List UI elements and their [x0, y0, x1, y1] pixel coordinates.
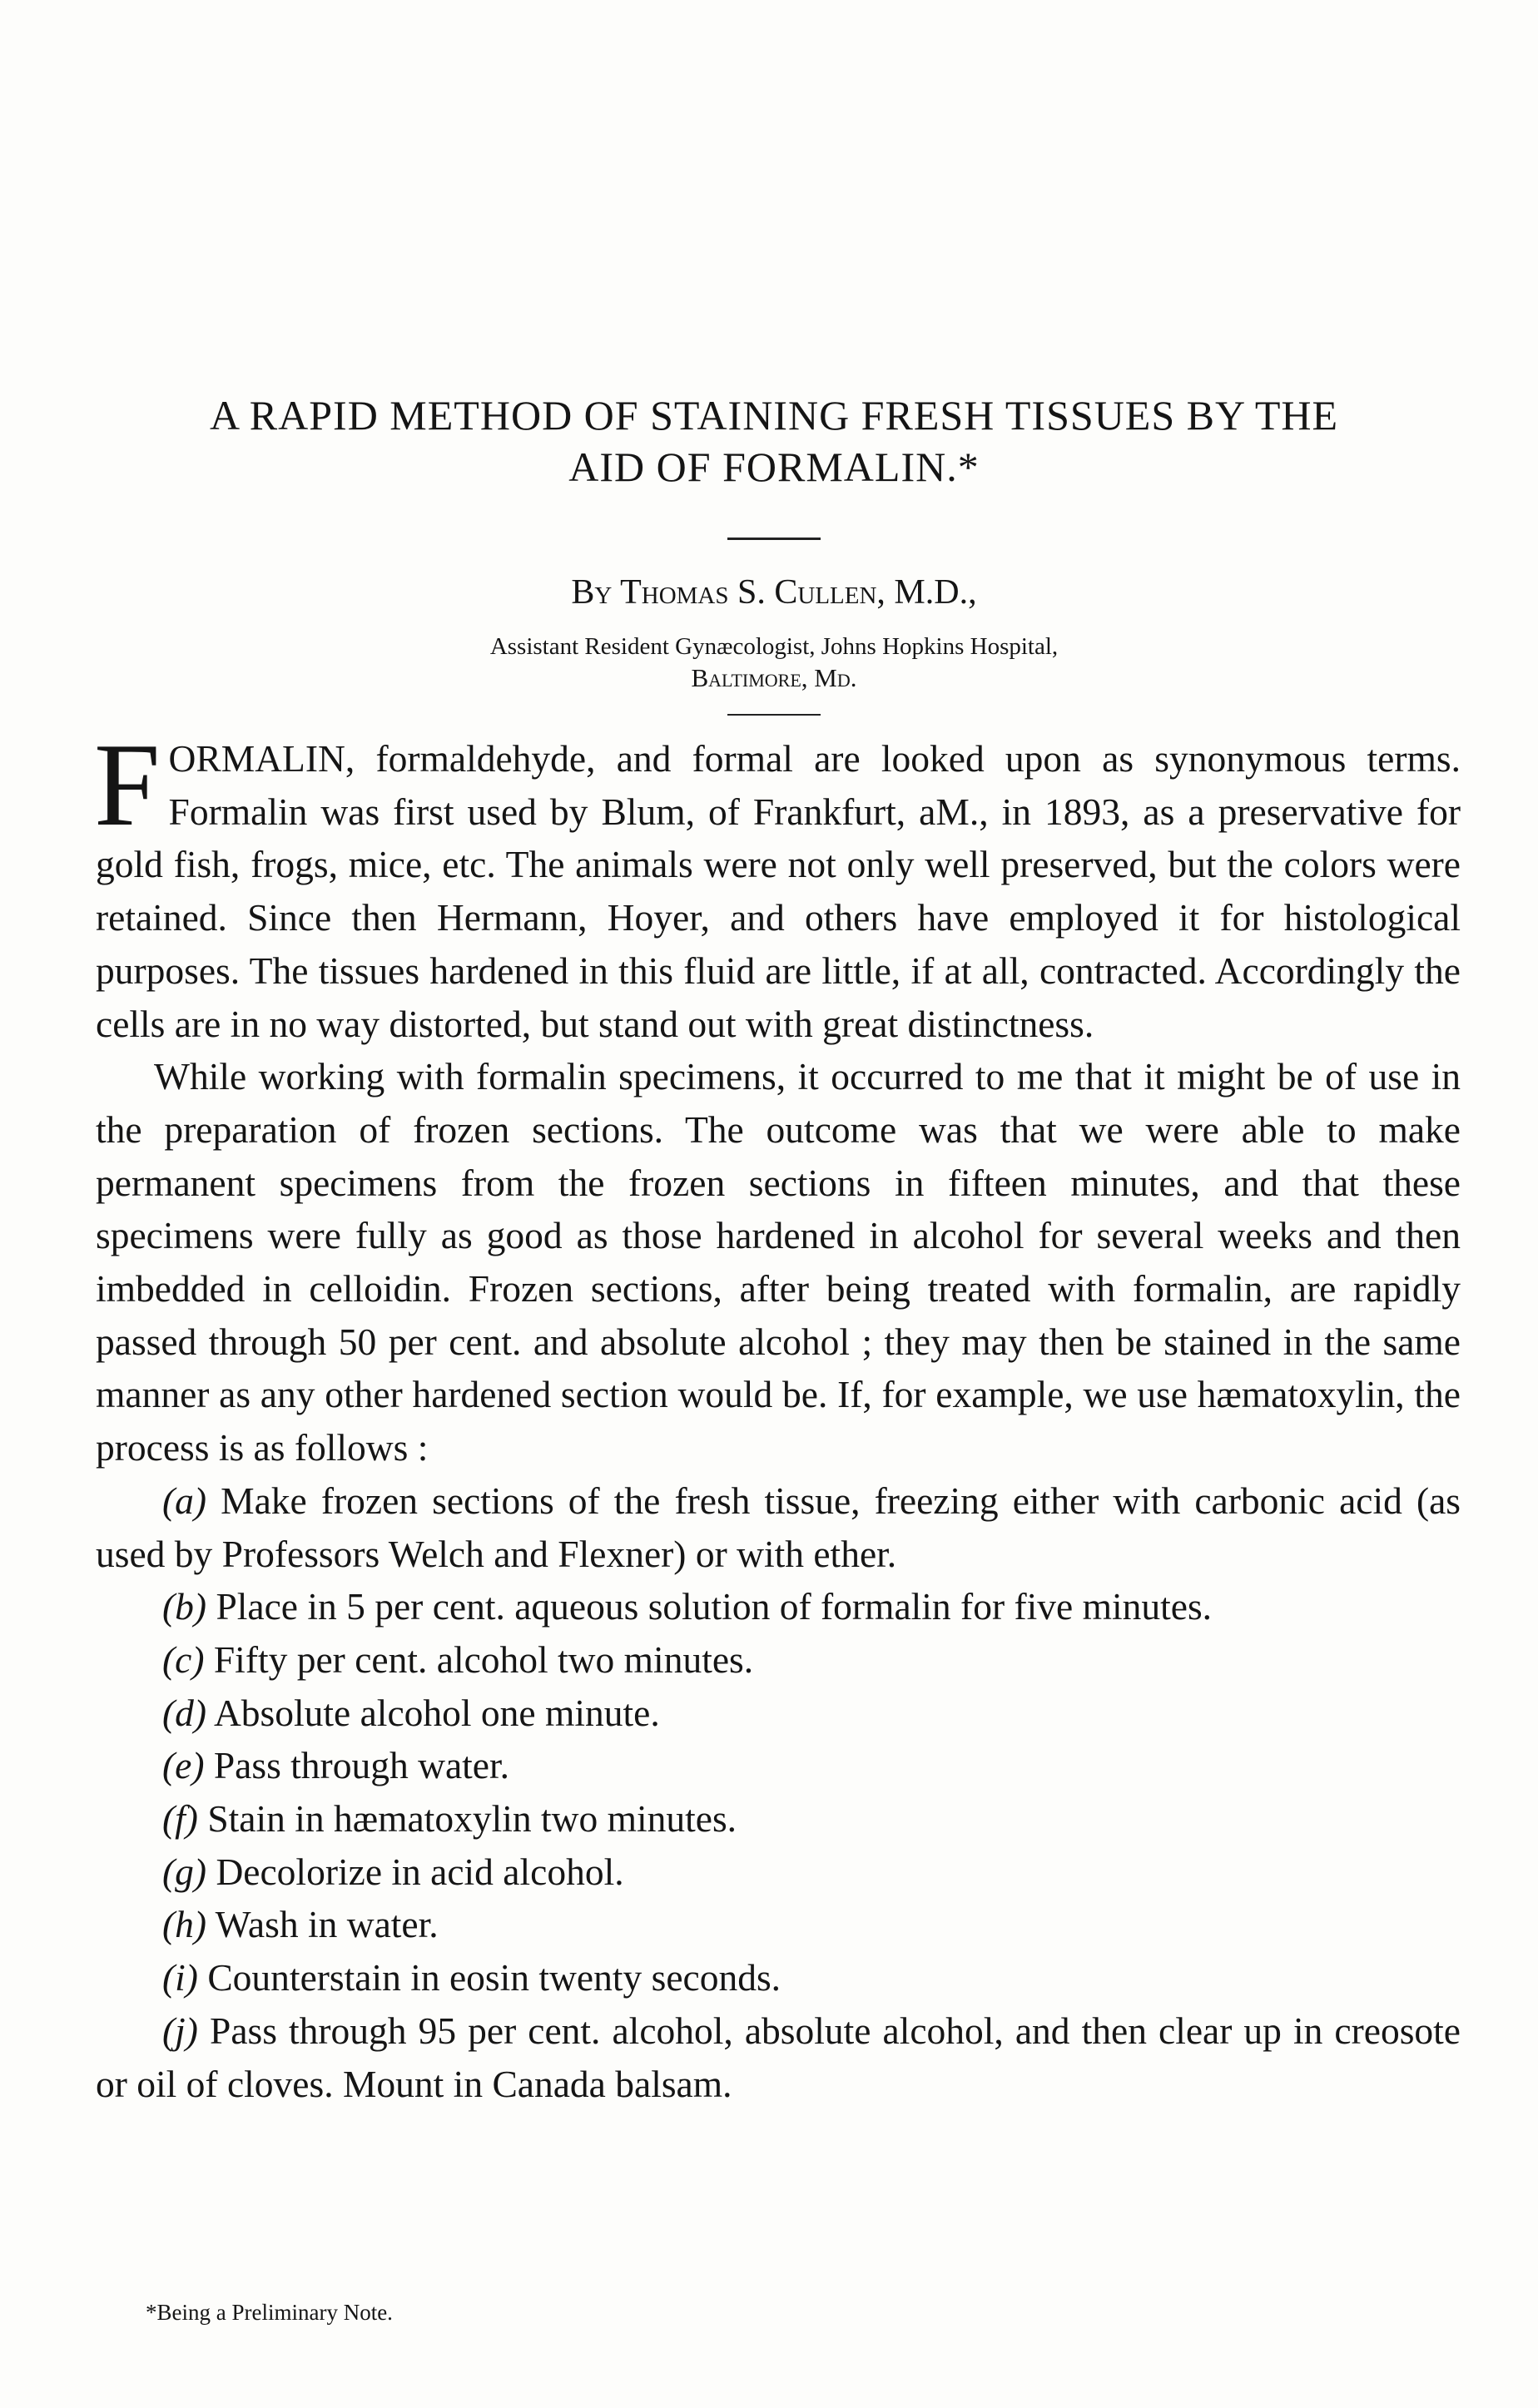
byline-rule — [727, 714, 821, 716]
step-text: Stain in hæmatoxylin two minutes. — [207, 1797, 737, 1841]
paragraph-1 — [94, 719, 1461, 1050]
step-text: Absolute alcohol one minute. — [213, 1691, 660, 1734]
step-letter: (b) — [162, 1585, 207, 1628]
procedure-steps — [96, 1474, 1461, 2110]
title-line-1: A RAPID METHOD OF STAINING FRESH TISSUES BY THE — [209, 392, 1339, 438]
procedure-step — [96, 1580, 1461, 1633]
title-line-2: AID OF FORMALIN.* — [568, 443, 980, 490]
affiliation-line: Assistant Resident Gynæcologist, Johns Hopkins Hospital, — [489, 633, 1059, 660]
procedure-step — [96, 1951, 1461, 2004]
step-text: Pass through water. — [213, 1744, 509, 1787]
drop-cap: F — [94, 719, 161, 850]
step-letter: (d) — [162, 1691, 207, 1734]
step-letter: (i) — [162, 1956, 198, 1999]
paragraph-2: While working with formalin specimens, it occurred to me that it might be of use in the preparation of frozen sections. The outcome was that we were able to make permanent specimens from the frozen sections in fifteen minutes, and that these specimens were fully as good as those hardened in alcohol for several weeks and then imbedded in celloidin. Frozen sections, after being treated with formalin, are rapidly passed through 50 per cent. and absolute alcohol ; they may then be stained in the same manner as any other hardened section would be. If, for example, we use hæmatoxylin, the process is as follows : — [96, 1055, 1461, 1469]
step-text: Counterstain in eosin twenty seconds. — [207, 1956, 781, 1999]
step-text: Pass through 95 per cent. alcohol, absolute alcohol, and then clear up in creosote or oil of cloves. Mount in Canada balsam. — [96, 2009, 1461, 2105]
step-letter: (g) — [162, 1850, 207, 1893]
step-letter: (f) — [162, 1797, 198, 1841]
step-text: Wash in water. — [215, 1903, 439, 1946]
step-text: Make frozen sections of the fresh tissue, freezing either with carbonic acid (as used by Professors Welch and Flexner) or with ether. — [96, 1479, 1461, 1575]
affiliation-city: Baltimore, Md. — [691, 663, 857, 692]
procedure-step — [96, 1474, 1461, 1580]
step-letter: (e) — [162, 1744, 205, 1787]
step-text: Decolorize in acid alcohol. — [216, 1850, 624, 1893]
title-rule — [727, 538, 821, 540]
procedure-step — [96, 2004, 1461, 2110]
procedure-step — [96, 1739, 1461, 1792]
procedure-step — [96, 1898, 1461, 1951]
step-letter: (h) — [162, 1903, 207, 1946]
step-letter: (j) — [162, 2009, 198, 2052]
author-byline: By Thomas S. Cullen, M.D., — [571, 573, 977, 612]
procedure-step — [96, 1633, 1461, 1687]
article-body — [94, 719, 1461, 2110]
step-text: Fifty per cent. alcohol two minutes. — [213, 1638, 754, 1681]
footnote: *Being a Preliminary Note. — [146, 2300, 393, 2325]
paragraph-1-text: ORMALIN, formaldehyde, and formal are looked upon as synonymous terms. Formalin was first used by Blum, of Frankfurt, aM., in 1893, as a preservative for gold fish, frogs, mice, etc. The animals were not only well preserved, but the colors were retained. Since then Hermann, Hoyer, and others have employed it for histological purposes. The tissues hardened in this fluid are little, if at all, contracted. Accordingly the cells are in no way distorted, but stand out with great distinctness. — [96, 737, 1461, 1045]
procedure-step — [96, 1846, 1461, 1899]
step-text: Place in 5 per cent. aqueous solution of formalin for five minutes. — [216, 1585, 1213, 1628]
step-letter: (a) — [162, 1479, 207, 1522]
author-affiliation — [83, 631, 1465, 694]
article-title — [83, 389, 1465, 493]
procedure-step — [96, 1687, 1461, 1740]
step-letter: (c) — [162, 1638, 205, 1681]
procedure-step — [96, 1792, 1461, 1846]
